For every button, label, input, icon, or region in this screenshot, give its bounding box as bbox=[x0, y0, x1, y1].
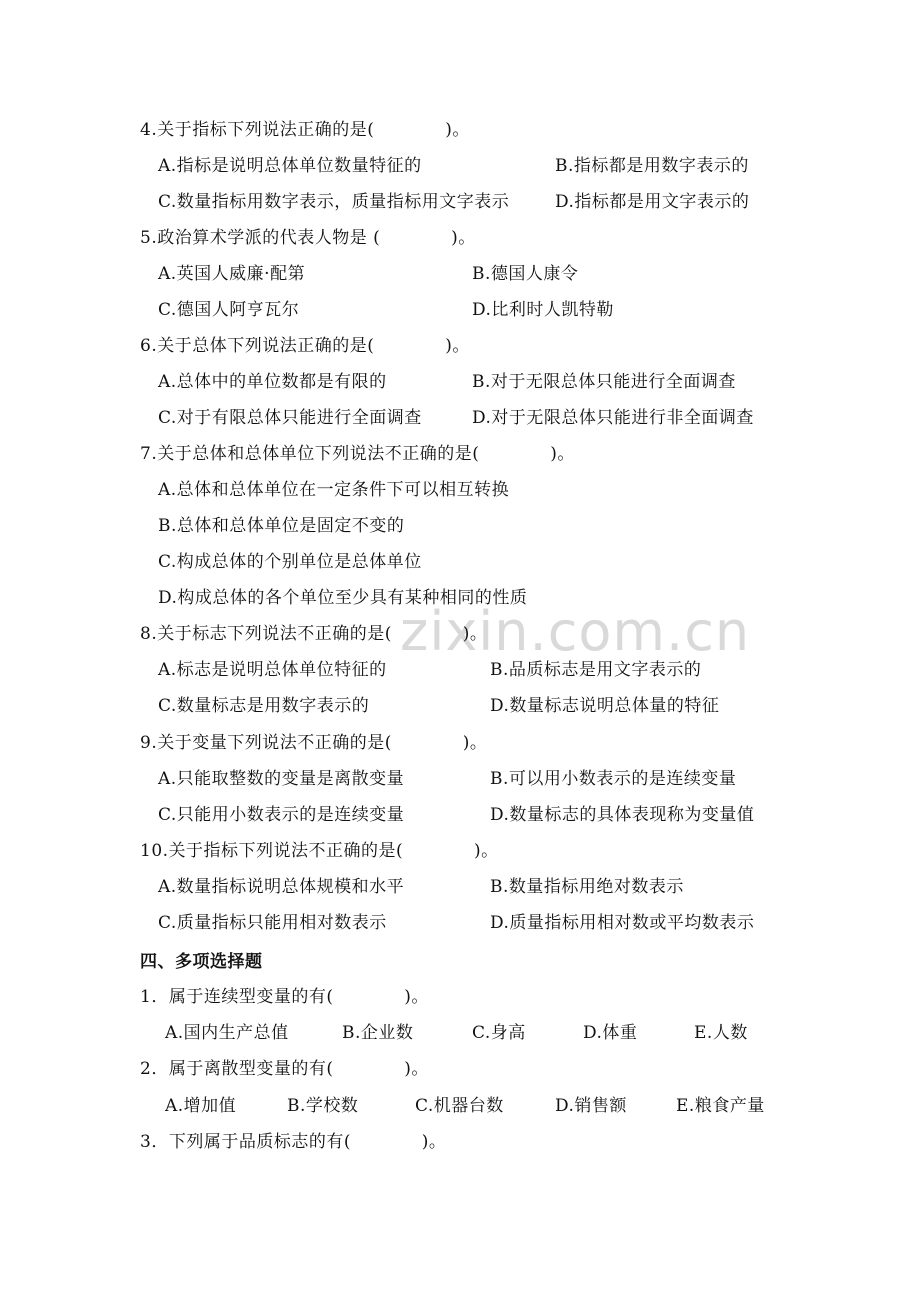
question-4-stem: 4.关于指标下列说法正确的是( )。 bbox=[140, 120, 470, 140]
multi-question-1-option-d: D.体重 bbox=[583, 1023, 638, 1043]
section-heading: 四、多项选择题 bbox=[140, 952, 263, 972]
question-6-option-c: C.对于有限总体只能进行全面调查 bbox=[158, 408, 422, 428]
multi-question-1-option-b: B.企业数 bbox=[342, 1023, 414, 1043]
question-5-option-d: D.比利时人凯特勒 bbox=[472, 300, 614, 320]
question-9-option-b: B.可以用小数表示的是连续变量 bbox=[490, 769, 737, 789]
multi-question-2-stem: 2．属于离散型变量的有( )。 bbox=[140, 1059, 429, 1079]
multi-question-1-option-e: E.人数 bbox=[694, 1023, 748, 1043]
question-5-stem: 5.政治算术学派的代表人物是 ( )。 bbox=[140, 228, 476, 248]
question-8-option-b: B.品质标志是用文字表示的 bbox=[490, 660, 702, 680]
question-7-option-a: A.总体和总体单位在一定条件下可以相互转换 bbox=[158, 480, 510, 500]
question-5-option-a: A.英国人威廉·配第 bbox=[158, 264, 306, 284]
question-10-stem: 10.关于指标下列说法不正确的是( )。 bbox=[140, 841, 499, 861]
question-9-option-d: D.数量标志的具体表现称为变量值 bbox=[490, 805, 755, 825]
question-8-option-c: C.数量标志是用数字表示的 bbox=[158, 696, 370, 716]
question-7-option-c: C.构成总体的个别单位是总体单位 bbox=[158, 552, 422, 572]
watermark: zixin.com.cn bbox=[400, 600, 751, 663]
multi-question-2-option-c: C.机器台数 bbox=[415, 1096, 504, 1116]
question-10-option-d: D.质量指标用相对数或平均数表示 bbox=[490, 913, 755, 933]
multi-question-2-option-b: B.学校数 bbox=[287, 1096, 359, 1116]
question-9-stem: 9.关于变量下列说法不正确的是( )。 bbox=[140, 733, 488, 753]
question-7-stem: 7.关于总体和总体单位下列说法不正确的是( )。 bbox=[140, 444, 575, 464]
multi-question-1-option-a: A.国内生产总值 bbox=[165, 1023, 289, 1043]
question-10-option-b: B.数量指标用绝对数表示 bbox=[490, 877, 684, 897]
question-8-option-d: D.数量标志说明总体量的特征 bbox=[490, 696, 720, 716]
multi-question-2-option-e: E.粮食产量 bbox=[676, 1096, 765, 1116]
question-6-option-d: D.对于无限总体只能进行非全面调查 bbox=[472, 408, 754, 428]
question-6-option-b: B.对于无限总体只能进行全面调查 bbox=[472, 372, 736, 392]
question-5-option-c: C.德国人阿亨瓦尔 bbox=[158, 300, 300, 320]
question-9-option-a: A.只能取整数的变量是离散变量 bbox=[158, 769, 405, 789]
multi-question-2-option-a: A.增加值 bbox=[165, 1096, 237, 1116]
question-6-option-a: A.总体中的单位数都是有限的 bbox=[158, 372, 387, 392]
question-8-option-a: A.标志是说明总体单位特征的 bbox=[158, 660, 387, 680]
multi-question-1-option-c: C.身高 bbox=[472, 1023, 526, 1043]
question-9-option-c: C.只能用小数表示的是连续变量 bbox=[158, 805, 405, 825]
multi-question-3-stem: 3．下列属于品质标志的有( )。 bbox=[140, 1132, 447, 1152]
question-4-option-c: C.数量指标用数字表示，质量指标用文字表示 bbox=[158, 192, 510, 212]
question-4-option-a: A.指标是说明总体单位数量特征的 bbox=[158, 156, 422, 176]
question-7-option-b: B.总体和总体单位是固定不变的 bbox=[158, 516, 405, 536]
question-5-option-b: B.德国人康令 bbox=[472, 264, 579, 284]
question-10-option-a: A.数量指标说明总体规模和水平 bbox=[158, 877, 405, 897]
question-8-stem: 8.关于标志下列说法不正确的是( )。 bbox=[140, 624, 488, 644]
question-4-option-b: B.指标都是用数字表示的 bbox=[555, 156, 749, 176]
question-10-option-c: C.质量指标只能用相对数表示 bbox=[158, 913, 387, 933]
multi-question-1-stem: 1．属于连续型变量的有( )。 bbox=[140, 987, 429, 1007]
question-6-stem: 6.关于总体下列说法正确的是( )。 bbox=[140, 336, 470, 356]
question-4-option-d: D.指标都是用文字表示的 bbox=[555, 192, 750, 212]
multi-question-2-option-d: D.销售额 bbox=[555, 1096, 627, 1116]
question-7-option-d: D.构成总体的各个单位至少具有某种相同的性质 bbox=[158, 588, 528, 608]
